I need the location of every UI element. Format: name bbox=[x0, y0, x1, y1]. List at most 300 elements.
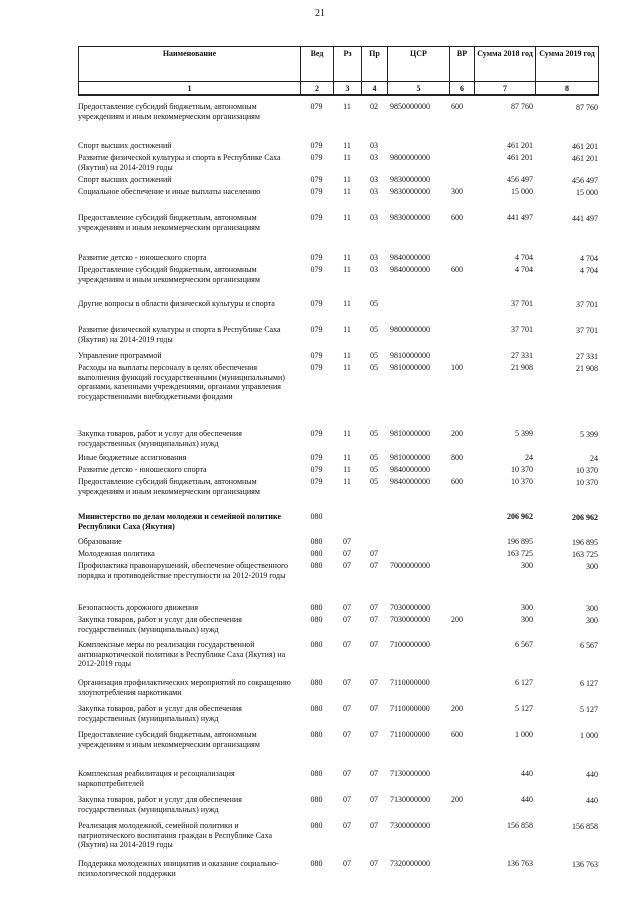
table-row bbox=[78, 175, 598, 185]
row-sum-2019-value: 24 bbox=[590, 454, 598, 463]
row-pr: 05 bbox=[370, 477, 378, 486]
table-row bbox=[78, 640, 598, 669]
row-rz: 07 bbox=[343, 730, 351, 739]
budget-table bbox=[78, 46, 598, 878]
header-csr: ЦСР bbox=[388, 47, 450, 82]
row-ved: 080 bbox=[310, 769, 323, 778]
row-pr bbox=[361, 537, 387, 547]
page-number: 21 bbox=[315, 8, 325, 19]
table-row bbox=[78, 453, 598, 463]
row-ved: 080 bbox=[310, 603, 323, 612]
row-sum-2019 bbox=[535, 477, 598, 496]
row-rz: 07 bbox=[343, 678, 351, 687]
row-sum-2018: 206 962 bbox=[507, 512, 533, 521]
row-csr: 7100000000 bbox=[390, 640, 430, 649]
row-sum-2019-value: 300 bbox=[586, 562, 598, 571]
row-ved: 079 bbox=[310, 429, 323, 438]
row-vr bbox=[449, 769, 474, 788]
row-csr: 7030000000 bbox=[390, 615, 430, 624]
table-row bbox=[78, 213, 598, 232]
header-num-6: 6 bbox=[450, 82, 475, 96]
row-csr bbox=[387, 537, 449, 547]
row-csr bbox=[387, 299, 449, 309]
row-sum-2019-value: 5 399 bbox=[580, 430, 598, 439]
row-pr: 07 bbox=[370, 640, 378, 649]
row-vr bbox=[449, 141, 474, 151]
row-sum-2018: 21 908 bbox=[511, 363, 533, 372]
row-sum-2019-value: 163 725 bbox=[572, 550, 598, 559]
row-pr: 03 bbox=[370, 153, 378, 162]
header-num-4: 4 bbox=[362, 82, 388, 96]
row-sum-2019 bbox=[535, 704, 598, 723]
row-sum-2018: 156 858 bbox=[507, 821, 533, 830]
row-rz: 07 bbox=[343, 704, 351, 713]
row-ved: 079 bbox=[310, 477, 323, 486]
row-vr: 100 bbox=[451, 363, 463, 372]
row-sum-2018: 300 bbox=[521, 561, 533, 570]
row-name: Предоставление субсидий бюджетным, автономным учреждениям и иным некоммерческим организациям bbox=[78, 477, 260, 496]
row-sum-2019-value: 37 701 bbox=[576, 300, 598, 309]
table-row bbox=[78, 795, 598, 814]
row-sum-2019 bbox=[535, 730, 598, 749]
row-name: Комплексная реабилитация и ресоциализация наркопотребителей bbox=[78, 769, 235, 788]
row-csr: 9840000000 bbox=[390, 465, 430, 474]
row-sum-2019 bbox=[535, 175, 598, 185]
row-ved: 079 bbox=[310, 351, 323, 360]
table-row bbox=[78, 325, 598, 344]
row-ved: 079 bbox=[310, 453, 323, 462]
row-csr: 7110000000 bbox=[390, 678, 430, 687]
row-sum-2019-value: 206 962 bbox=[572, 513, 598, 522]
row-sum-2019-value: 27 331 bbox=[576, 352, 598, 361]
row-ved: 079 bbox=[310, 363, 323, 372]
row-pr: 07 bbox=[370, 561, 378, 570]
row-ved: 080 bbox=[310, 821, 323, 830]
row-name: Закупка товаров, работ и услуг для обеспечения государственных (муниципальных) нужд bbox=[78, 429, 242, 448]
row-csr: 9810000000 bbox=[390, 429, 430, 438]
row-sum-2019-value: 37 701 bbox=[576, 326, 598, 335]
row-sum-2018: 6 567 bbox=[515, 640, 533, 649]
row-name: Предоставление субсидий бюджетным, автономным учреждениям и иным некоммерческим организациям bbox=[78, 102, 260, 121]
row-name: Закупка товаров, работ и услуг для обеспечения государственных (муниципальных) нужд bbox=[78, 704, 242, 723]
row-name: Закупка товаров, работ и услуг для обеспечения государственных (муниципальных) нужд bbox=[78, 615, 242, 634]
row-sum-2018: 37 701 bbox=[511, 325, 533, 334]
row-sum-2018: 456 497 bbox=[507, 175, 533, 184]
table-row bbox=[78, 561, 598, 580]
row-ved: 080 bbox=[310, 678, 323, 687]
row-ved: 079 bbox=[310, 213, 323, 222]
header-num-2: 2 bbox=[301, 82, 334, 96]
row-ved: 079 bbox=[310, 465, 323, 474]
row-pr: 03 bbox=[370, 141, 378, 150]
row-pr: 05 bbox=[370, 465, 378, 474]
row-ved: 079 bbox=[310, 253, 323, 262]
row-sum-2019-value: 461 201 bbox=[572, 142, 598, 151]
row-csr: 9810000000 bbox=[390, 351, 430, 360]
row-vr: 600 bbox=[451, 730, 463, 739]
row-vr: 600 bbox=[451, 477, 463, 486]
header-num-5: 5 bbox=[388, 82, 450, 96]
row-csr: 7110000000 bbox=[390, 704, 430, 713]
row-sum-2018: 6 127 bbox=[515, 678, 533, 687]
row-name: Реализация молодежной, семейной политики и патриотического воспитания граждан в Республике Саха (Якутия) на 2014-2019 годы bbox=[78, 821, 273, 849]
row-sum-2019 bbox=[535, 325, 598, 344]
row-sum-2019 bbox=[535, 351, 598, 361]
table-header bbox=[78, 46, 599, 96]
row-sum-2019 bbox=[535, 795, 598, 814]
row-vr bbox=[449, 351, 474, 361]
row-sum-2018: 440 bbox=[521, 795, 533, 804]
row-rz: 11 bbox=[343, 265, 351, 274]
row-csr: 9800000000 bbox=[390, 153, 430, 162]
row-vr bbox=[449, 325, 474, 344]
table-row bbox=[78, 730, 598, 749]
row-pr: 07 bbox=[370, 704, 378, 713]
row-pr: 05 bbox=[370, 453, 378, 462]
row-sum-2019 bbox=[535, 603, 598, 613]
row-vr bbox=[449, 253, 474, 263]
table-row bbox=[78, 512, 598, 531]
row-vr: 600 bbox=[451, 102, 463, 111]
row-vr: 200 bbox=[451, 795, 463, 804]
row-csr bbox=[387, 549, 449, 559]
table-row bbox=[78, 363, 598, 401]
table-row bbox=[78, 351, 598, 361]
row-name: Комплексные меры по реализации государственной антинаркотической политики в Республике Саха (Якутия) на 2012-2019 годы bbox=[78, 640, 286, 668]
row-pr: 07 bbox=[370, 859, 378, 868]
row-ved: 079 bbox=[310, 141, 323, 150]
row-vr bbox=[449, 153, 474, 172]
row-rz: 07 bbox=[343, 821, 351, 830]
row-name: Министерство по делам молодежи и семейной политике Республики Саха (Якутия) bbox=[78, 512, 281, 531]
row-rz: 07 bbox=[343, 549, 351, 558]
row-vr bbox=[449, 299, 474, 309]
row-name: Организация профилактических мероприятий по сокращению злоупотребления наркотиками bbox=[78, 678, 291, 697]
row-rz: 07 bbox=[343, 615, 351, 624]
row-csr: 7030000000 bbox=[390, 603, 430, 612]
row-ved: 080 bbox=[310, 704, 323, 713]
row-sum-2019 bbox=[535, 640, 598, 669]
header-num-3: 3 bbox=[334, 82, 362, 96]
row-sum-2019-value: 156 858 bbox=[572, 822, 598, 831]
row-pr: 05 bbox=[370, 299, 378, 308]
table-row bbox=[78, 253, 598, 263]
row-name: Предоставление субсидий бюджетным, автономным учреждениям и иным некоммерческим организациям bbox=[78, 213, 260, 232]
row-sum-2019-value: 15 000 bbox=[576, 188, 598, 197]
row-vr: 300 bbox=[451, 187, 463, 196]
row-rz: 11 bbox=[343, 363, 351, 372]
row-csr: 9850000000 bbox=[390, 102, 430, 111]
table-row bbox=[78, 153, 598, 172]
row-vr bbox=[449, 603, 474, 613]
row-sum-2018: 5 399 bbox=[515, 429, 533, 438]
header-rz: Рз bbox=[334, 47, 362, 82]
row-pr: 07 bbox=[370, 795, 378, 804]
row-name: Развитие детско - юношеского спорта bbox=[78, 253, 207, 262]
row-rz: 11 bbox=[343, 253, 351, 262]
row-vr bbox=[449, 561, 474, 580]
row-csr: 9810000000 bbox=[390, 453, 430, 462]
row-ved: 080 bbox=[310, 795, 323, 804]
header-vr: ВР bbox=[450, 47, 475, 82]
table-row bbox=[78, 102, 598, 121]
row-vr bbox=[449, 859, 474, 878]
table-row bbox=[78, 678, 598, 697]
row-sum-2018: 37 701 bbox=[511, 299, 533, 308]
row-sum-2019-value: 440 bbox=[586, 770, 598, 779]
row-sum-2018: 4 704 bbox=[515, 265, 533, 274]
row-sum-2019-value: 461 201 bbox=[572, 154, 598, 163]
header-num-1: 1 bbox=[79, 82, 301, 96]
table-row bbox=[78, 704, 598, 723]
row-sum-2019 bbox=[535, 678, 598, 697]
row-sum-2019-value: 300 bbox=[586, 604, 598, 613]
row-sum-2019 bbox=[535, 465, 598, 475]
row-sum-2019 bbox=[535, 299, 598, 309]
row-vr bbox=[449, 678, 474, 697]
row-rz: 11 bbox=[343, 175, 351, 184]
row-vr bbox=[449, 175, 474, 185]
header-name: Наименование bbox=[79, 47, 301, 82]
row-name: Предоставление субсидий бюджетным, автономным учреждениям и иным некоммерческим организациям bbox=[78, 730, 260, 749]
row-sum-2019-value: 4 704 bbox=[580, 266, 598, 275]
table-row bbox=[78, 549, 598, 559]
row-vr bbox=[449, 821, 474, 850]
header-num-8: 8 bbox=[536, 82, 599, 96]
row-sum-2019-value: 10 370 bbox=[576, 466, 598, 475]
row-pr: 03 bbox=[370, 265, 378, 274]
row-sum-2019 bbox=[535, 363, 598, 401]
row-sum-2018: 87 760 bbox=[511, 102, 533, 111]
row-vr bbox=[449, 465, 474, 475]
row-csr: 7110000000 bbox=[390, 730, 430, 739]
row-sum-2019-value: 21 908 bbox=[576, 364, 598, 373]
row-sum-2019-value: 6 127 bbox=[580, 679, 598, 688]
header-sum-2019: Сумма 2019 год bbox=[536, 47, 599, 82]
row-csr: 9810000000 bbox=[390, 363, 430, 372]
row-sum-2018: 461 201 bbox=[507, 153, 533, 162]
row-ved: 079 bbox=[310, 175, 323, 184]
row-vr: 800 bbox=[451, 453, 463, 462]
row-csr: 9830000000 bbox=[390, 187, 430, 196]
table-row bbox=[78, 187, 598, 197]
row-sum-2018: 15 000 bbox=[511, 187, 533, 196]
row-sum-2018: 440 bbox=[521, 769, 533, 778]
header-num-7: 7 bbox=[475, 82, 536, 96]
row-pr: 03 bbox=[370, 187, 378, 196]
row-sum-2018: 27 331 bbox=[511, 351, 533, 360]
table-row bbox=[78, 265, 598, 284]
row-sum-2019 bbox=[535, 537, 598, 547]
row-rz: 07 bbox=[343, 769, 351, 778]
header-ved: Вед bbox=[301, 47, 334, 82]
table-row bbox=[78, 537, 598, 547]
header-pr: Пр bbox=[362, 47, 388, 82]
row-sum-2018: 196 895 bbox=[507, 537, 533, 546]
row-sum-2019 bbox=[535, 141, 598, 151]
row-name: Развитие физической культуры и спорта в Республике Саха (Якутия) на 2014-2019 годы bbox=[78, 325, 281, 344]
row-sum-2018: 5 127 bbox=[515, 704, 533, 713]
row-name: Социальное обеспечение и иные выплаты населению bbox=[78, 187, 261, 196]
row-name: Спорт высших достижений bbox=[78, 175, 172, 184]
row-sum-2019 bbox=[535, 253, 598, 263]
row-vr: 200 bbox=[451, 704, 463, 713]
row-sum-2018: 461 201 bbox=[507, 141, 533, 150]
row-sum-2018: 10 370 bbox=[511, 477, 533, 486]
row-rz: 11 bbox=[343, 351, 351, 360]
row-vr: 600 bbox=[451, 265, 463, 274]
row-ved: 080 bbox=[310, 512, 323, 521]
row-sum-2018: 300 bbox=[521, 615, 533, 624]
row-rz: 07 bbox=[343, 537, 351, 546]
row-ved: 080 bbox=[310, 561, 323, 570]
row-sum-2018: 1 000 bbox=[515, 730, 533, 739]
row-sum-2019 bbox=[535, 102, 598, 121]
row-sum-2019-value: 4 704 bbox=[580, 254, 598, 263]
table-row bbox=[78, 615, 598, 634]
row-pr: 03 bbox=[370, 213, 378, 222]
row-sum-2019 bbox=[535, 769, 598, 788]
row-sum-2018: 300 bbox=[521, 603, 533, 612]
row-ved: 080 bbox=[310, 549, 323, 558]
table-row bbox=[78, 859, 598, 878]
row-rz: 11 bbox=[343, 299, 351, 308]
row-sum-2018: 4 704 bbox=[515, 253, 533, 262]
row-sum-2019 bbox=[535, 549, 598, 559]
row-rz: 11 bbox=[343, 453, 351, 462]
row-ved: 080 bbox=[310, 640, 323, 649]
row-name: Поддержка молодежных инициатив и оказание социально-психологической поддержки bbox=[78, 859, 279, 878]
row-rz: 11 bbox=[343, 187, 351, 196]
row-ved: 080 bbox=[310, 859, 323, 868]
row-rz bbox=[333, 512, 361, 531]
row-csr: 7300000000 bbox=[390, 821, 430, 830]
row-sum-2019-value: 1 000 bbox=[580, 731, 598, 740]
row-sum-2019-value: 441 497 bbox=[572, 214, 598, 223]
row-ved: 079 bbox=[310, 325, 323, 334]
row-csr bbox=[387, 512, 449, 531]
row-pr: 07 bbox=[370, 603, 378, 612]
row-sum-2019 bbox=[535, 153, 598, 172]
row-rz: 11 bbox=[343, 465, 351, 474]
row-ved: 080 bbox=[310, 615, 323, 624]
row-sum-2019 bbox=[535, 429, 598, 448]
row-name: Молодежная политика bbox=[78, 549, 155, 558]
table-row bbox=[78, 141, 598, 151]
row-sum-2019-value: 300 bbox=[586, 616, 598, 625]
row-pr: 03 bbox=[370, 253, 378, 262]
table-row bbox=[78, 821, 598, 850]
row-csr: 9830000000 bbox=[390, 175, 430, 184]
row-rz: 11 bbox=[343, 325, 351, 334]
row-sum-2019 bbox=[535, 187, 598, 197]
row-sum-2019 bbox=[535, 453, 598, 463]
row-name: Другие вопросы в области физической культуры и спорта bbox=[78, 299, 275, 308]
row-name: Расходы на выплаты персоналу в целях обеспечения выполнения функций государственными (муниципальными) органами, казенными учреждениями, органами управления государственными внебюджетными фондами bbox=[78, 363, 285, 401]
table-row bbox=[78, 299, 598, 309]
row-sum-2018: 24 bbox=[525, 453, 533, 462]
row-vr: 200 bbox=[451, 429, 463, 438]
row-rz: 11 bbox=[343, 429, 351, 438]
row-csr: 7320000000 bbox=[390, 859, 430, 868]
row-rz: 07 bbox=[343, 561, 351, 570]
row-pr: 07 bbox=[370, 730, 378, 739]
row-ved: 079 bbox=[310, 187, 323, 196]
row-vr: 200 bbox=[451, 615, 463, 624]
row-vr bbox=[449, 512, 474, 531]
row-rz: 07 bbox=[343, 640, 351, 649]
row-csr: 9840000000 bbox=[390, 253, 430, 262]
row-csr: 9840000000 bbox=[390, 265, 430, 274]
row-pr: 07 bbox=[370, 769, 378, 778]
row-name: Управление программой bbox=[78, 351, 162, 360]
table-row bbox=[78, 603, 598, 613]
table-row bbox=[78, 429, 598, 448]
row-csr: 7000000000 bbox=[390, 561, 430, 570]
row-sum-2019-value: 5 127 bbox=[580, 705, 598, 714]
row-ved: 079 bbox=[310, 102, 323, 111]
row-name: Профилактика правонарушений, обеспечение общественного порядка и противодействие преступности на 2012-2019 годы bbox=[78, 561, 289, 580]
row-vr bbox=[449, 537, 474, 547]
row-sum-2019-value: 136 763 bbox=[572, 860, 598, 869]
row-pr: 07 bbox=[370, 549, 378, 558]
row-pr: 05 bbox=[370, 325, 378, 334]
table-row bbox=[78, 465, 598, 475]
row-rz: 07 bbox=[343, 603, 351, 612]
row-pr: 03 bbox=[370, 175, 378, 184]
row-sum-2019 bbox=[535, 821, 598, 850]
row-rz: 11 bbox=[343, 141, 351, 150]
row-sum-2018: 10 370 bbox=[511, 465, 533, 474]
row-pr: 05 bbox=[370, 429, 378, 438]
row-pr: 02 bbox=[370, 102, 378, 111]
row-sum-2019 bbox=[535, 512, 598, 531]
row-vr: 600 bbox=[451, 213, 463, 222]
row-sum-2019-value: 196 895 bbox=[572, 538, 598, 547]
row-rz: 07 bbox=[343, 795, 351, 804]
row-rz: 07 bbox=[343, 859, 351, 868]
row-ved: 080 bbox=[310, 537, 323, 546]
row-sum-2019-value: 440 bbox=[586, 796, 598, 805]
row-vr bbox=[449, 640, 474, 669]
row-vr bbox=[449, 549, 474, 559]
row-ved: 079 bbox=[310, 299, 323, 308]
header-sum-2018: Сумма 2018 год bbox=[475, 47, 536, 82]
row-csr: 7130000000 bbox=[390, 795, 430, 804]
row-pr: 07 bbox=[370, 615, 378, 624]
row-csr: 7130000000 bbox=[390, 769, 430, 778]
row-name: Развитие детско - юношеского спорта bbox=[78, 465, 207, 474]
row-sum-2018: 163 725 bbox=[507, 549, 533, 558]
row-sum-2019 bbox=[535, 561, 598, 580]
row-name: Образование bbox=[78, 537, 122, 546]
row-pr: 07 bbox=[370, 821, 378, 830]
row-name: Спорт высших достижений bbox=[78, 141, 172, 150]
row-sum-2019-value: 6 567 bbox=[580, 641, 598, 650]
row-sum-2019 bbox=[535, 213, 598, 232]
row-sum-2019 bbox=[535, 615, 598, 634]
row-sum-2018: 441 497 bbox=[507, 213, 533, 222]
row-sum-2019-value: 87 760 bbox=[576, 103, 598, 112]
row-name: Развитие физической культуры и спорта в Республике Саха (Якутия) на 2014-2019 годы bbox=[78, 153, 281, 172]
row-ved: 080 bbox=[310, 730, 323, 739]
row-pr: 05 bbox=[370, 363, 378, 372]
row-name: Иные бюджетные ассигнования bbox=[78, 453, 187, 462]
table-row bbox=[78, 477, 598, 496]
row-ved: 079 bbox=[310, 265, 323, 274]
row-pr: 07 bbox=[370, 678, 378, 687]
row-rz: 11 bbox=[343, 102, 351, 111]
